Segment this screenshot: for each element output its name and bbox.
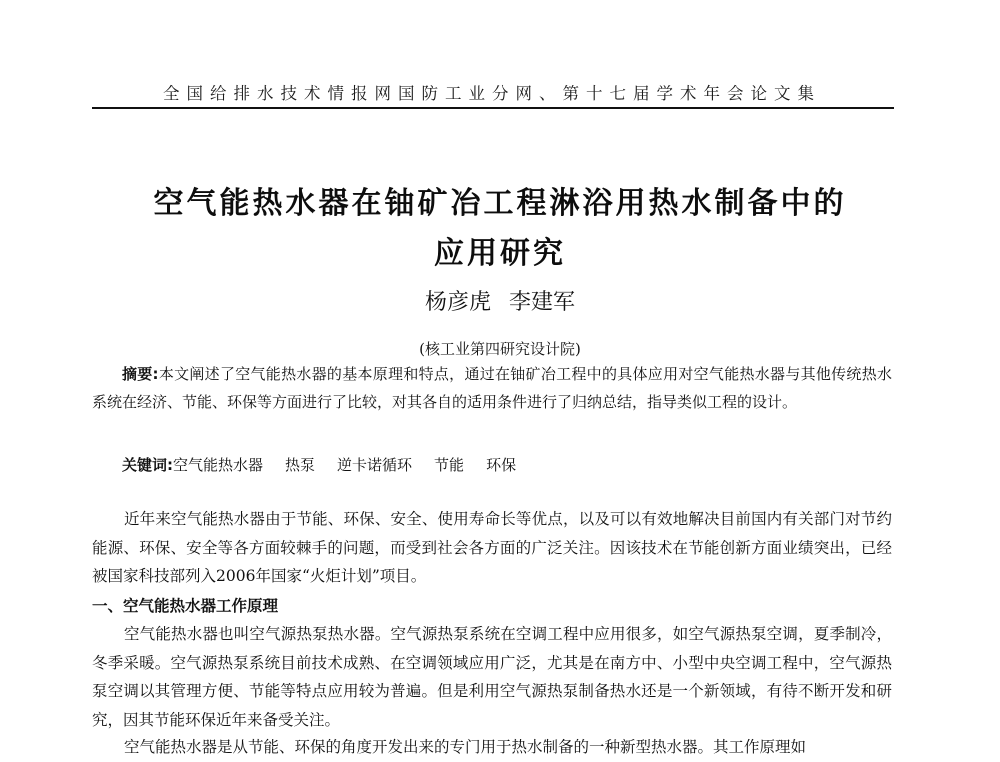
section-heading: 一、空气能热水器工作原理: [92, 597, 279, 615]
keyword: 环保: [486, 456, 517, 474]
keyword: 节能: [434, 456, 465, 474]
keywords: [92, 454, 892, 475]
affiliation: (核工业第四研究设计院): [419, 340, 581, 358]
author-name: 李建军: [509, 290, 576, 315]
paper-title-line-1: 空气能热水器在铀矿冶工程淋浴用热水制备中的: [153, 186, 847, 221]
abstract: [92, 360, 892, 416]
author-name: 杨彦虎: [424, 290, 491, 315]
body-paragraph: 空气能热水器是从节能、环保的角度开发出来的专门用于热水制备的一种新型热水器。其工作原理如: [124, 738, 807, 756]
author-list: [0, 285, 1000, 316]
abstract-label: 摘要:: [122, 365, 159, 383]
abstract-text: 本文阐述了空气能热水器的基本原理和特点，通过在铀矿冶工程中的具体应用对空气能热水器与其他传统热水系统在经济、节能、环保等方面进行了比较，对其各自的适用条件进行了归纳总结，指导类似工程的设计。: [92, 365, 892, 411]
header-rule: [92, 107, 894, 109]
keyword: 逆卡诺循环: [337, 456, 413, 474]
body-paragraph: 空气能热水器也叫空气源热泵热水器。空气源热泵系统在空调工程中应用很多，如空气源热泵空调，夏季制冷，冬季采暖。空气源热泵系统目前技术成熟、在空调领域应用广泛，尤其是在南方中、小型中央空调工程中，空气源热泵空调以其管理方便、节能等特点应用较为普遍。但是利用空气源热泵制备热水还是一个新领域，有待不断开发和研究，因其节能环保近年来备受关注。: [92, 625, 892, 729]
keyword: 空气能热水器: [173, 456, 264, 474]
keyword: 热泵: [285, 456, 316, 474]
keywords-label: 关键词:: [122, 456, 173, 474]
intro-paragraph: 近年来空气能热水器由于节能、环保、安全、使用寿命长等优点，以及可以有效地解决目前国内有关部门对节约能源、环保、安全等各方面较棘手的问题，而受到社会各方面的广泛关注。因该技术在节能创新方面业绩突出，已经被国家科技部列入2006年国家“火炬计划”项目。: [92, 510, 892, 585]
running-header: 全国给排水技术情报网国防工业分网、第十七届学术年会论文集: [163, 84, 821, 103]
paper-title-line-2: 应用研究: [434, 236, 566, 271]
